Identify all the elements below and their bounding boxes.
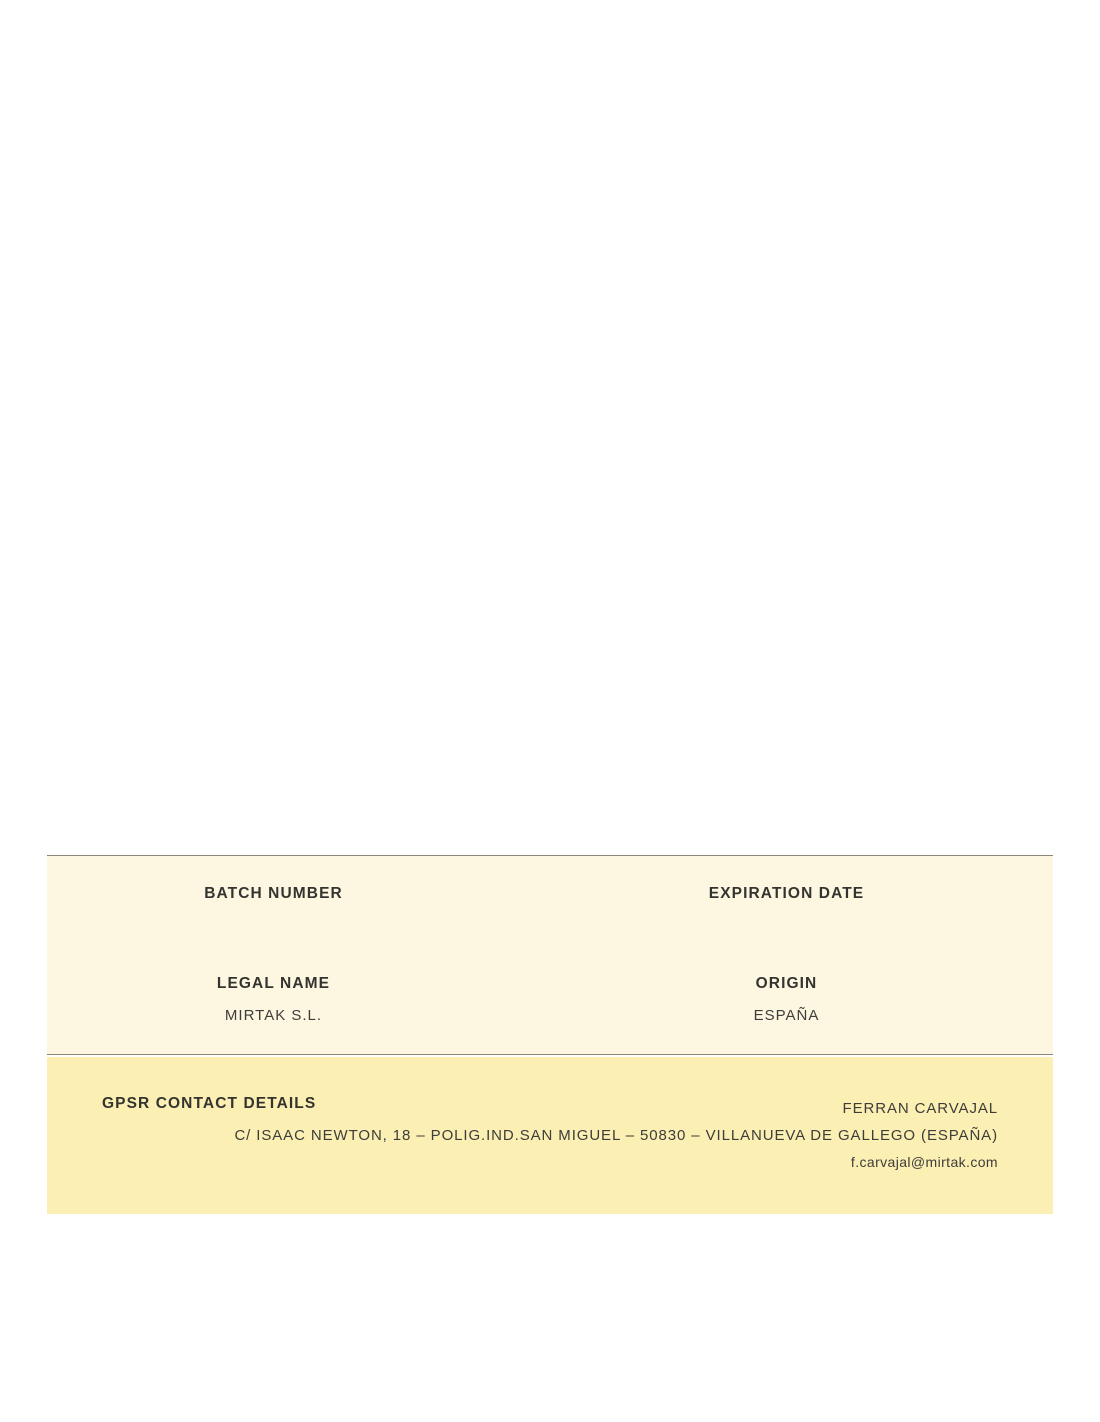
expiration-date-label: EXPIRATION DATE (708, 885, 865, 902)
field-origin (550, 974, 1053, 1026)
origin-label: ORIGIN (755, 975, 818, 992)
legal-name-value: MIRTAK S.L. (224, 1007, 323, 1024)
info-row-batch-expiration (47, 884, 1053, 936)
batch-number-label: BATCH NUMBER (204, 885, 343, 902)
expiration-date-value (550, 916, 1053, 936)
origin-value: ESPAÑA (753, 1007, 820, 1024)
gpsr-contact-lines (138, 1095, 998, 1176)
gpsr-address: C/ ISAAC NEWTON, 18 – POLIG.IND.SAN MIGUEL – 50830 – VILLANUEVA DE GALLEGO (ESPAÑA) (234, 1127, 998, 1144)
field-legal-name (47, 974, 550, 1026)
gpsr-contact-block (47, 1057, 1053, 1214)
gpsr-email: f.carvajal@mirtak.com (850, 1154, 998, 1170)
gpsr-contact-name: FERRAN CARVAJAL (842, 1100, 998, 1117)
field-expiration-date (550, 884, 1053, 936)
product-info-block (47, 855, 1053, 1055)
field-batch-number (47, 884, 550, 936)
legal-name-label: LEGAL NAME (216, 975, 331, 992)
batch-number-value (47, 916, 550, 936)
gpsr-title: GPSR CONTACT DETAILS (102, 1095, 317, 1112)
info-row-legal-origin (47, 974, 1053, 1026)
